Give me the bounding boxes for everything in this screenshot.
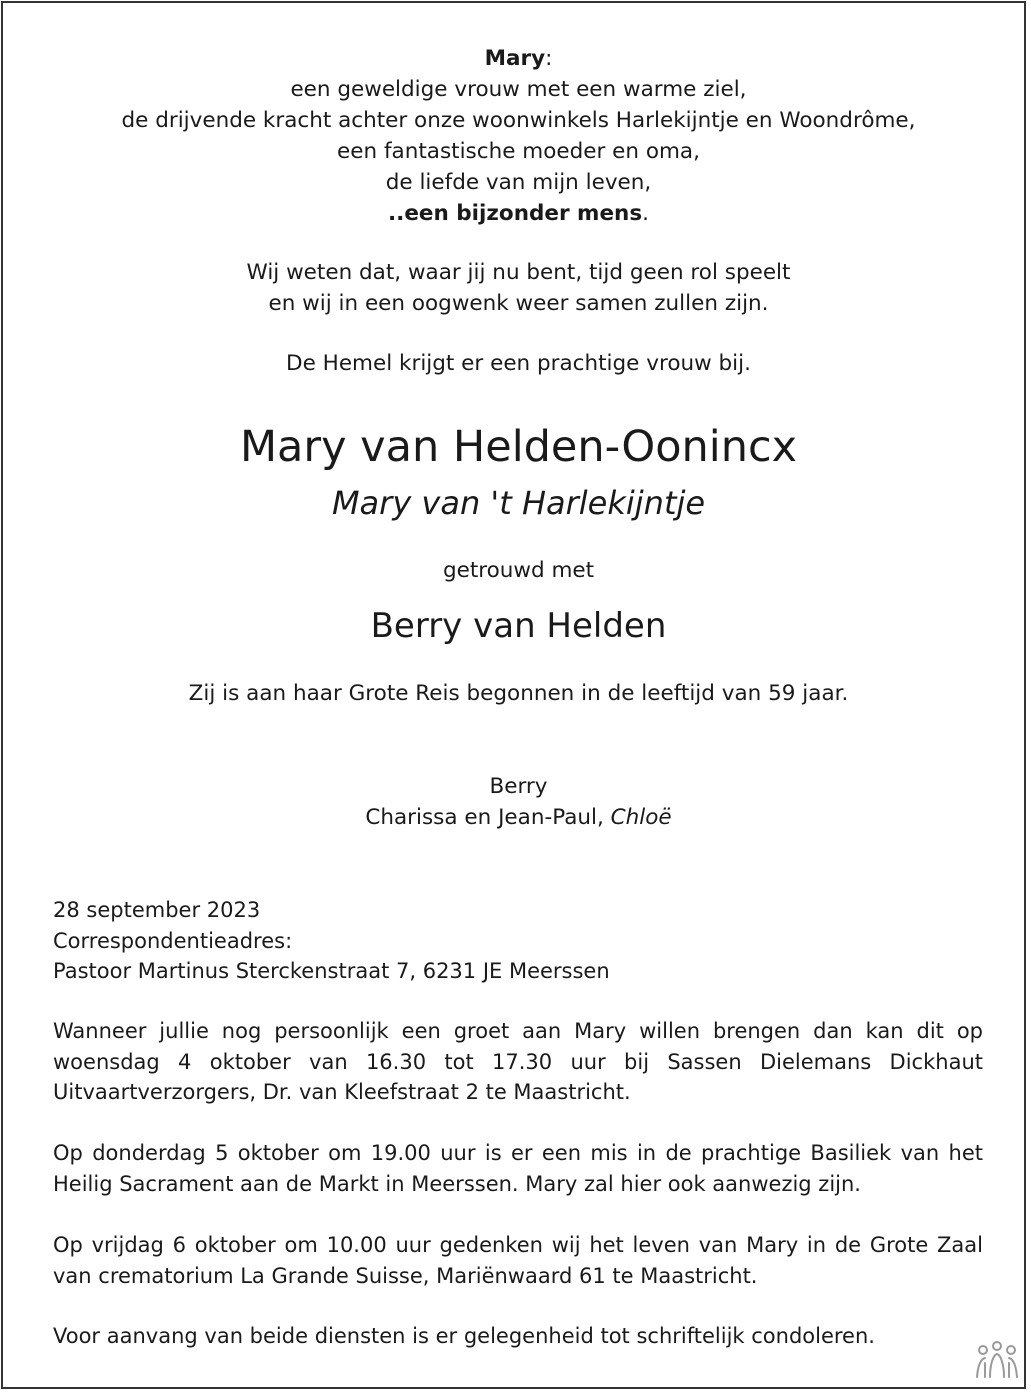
obituary-card <box>1 1 1026 1389</box>
condolence-paragraph: Voor aanvang van beide diensten is er gelegenheid tot schriftelijk condoleren. <box>53 1324 875 1348</box>
poem-name: Mary <box>484 46 546 71</box>
memorial-paragraph: Op vrijdag 6 oktober om 10.00 uur gedenken wij het leven van Mary in de Grote Zaal van crematorium La Grande Suisse, Mariënwaard 61 te Maastricht. <box>53 1233 983 1288</box>
date-line: 28 september 2023 <box>53 898 261 922</box>
heaven-line: De Hemel krijgt er een prachtige vrouw bij. <box>286 351 751 376</box>
correspondence-block <box>53 895 983 987</box>
people-group-icon <box>973 1339 1021 1383</box>
verse-line-1: Wij weten dat, waar jij nu bent, tijd geen rol speelt <box>246 260 791 285</box>
poem-line-1: Mary: <box>484 46 553 71</box>
address-street: Pastoor Martinus Sterckenstraat 7, 6231 JE Meerssen <box>53 959 610 983</box>
visit-paragraph: Wanneer jullie nog persoonlijk een groet aan Mary willen brengen dan kan dit op woensdag 4 oktober van 16.30 tot 17.30 uur bij Sassen Dielemans Dickhaut Uitvaartverzorgers, Dr. van Kleefstraat 2 te Maastricht. <box>53 1019 983 1104</box>
journey-line: Zij is aan haar Grote Reis begonnen in de leeftijd van 59 jaar. <box>188 681 849 706</box>
partner-name: Berry van Helden <box>370 606 667 646</box>
poem-line-6: ..een bijzonder mens. <box>387 201 649 226</box>
family-signatures <box>3 771 1031 833</box>
verse-line-2: en wij in een oogwenk weer samen zullen zijn. <box>268 291 769 316</box>
poem-line-5: de liefde van mijn leven, <box>385 170 652 195</box>
family-line-1: Berry <box>489 774 548 799</box>
poem-line-4: een fantastische moeder en oma, <box>337 139 700 164</box>
second-verse <box>3 257 1031 319</box>
poem-line-2: een geweldige vrouw met een warme ziel, <box>290 77 747 102</box>
poem-line-3: de drijvende kracht achter onze woonwinkels Harlekijntje en Woondrôme, <box>121 108 916 133</box>
grandchild-name: Chloë <box>610 805 672 830</box>
address-label: Correspondentieadres: <box>53 928 293 953</box>
opening-poem <box>3 43 1031 229</box>
deceased-name: Mary van Helden-Oonincx <box>239 422 798 472</box>
mass-paragraph: Op donderdag 5 oktober om 19.00 uur is er een mis in de prachtige Basiliek van het Heilig Sacrament aan de Markt in Meerssen. Mary zal hier ook aanwezig zijn. <box>53 1141 983 1196</box>
married-with-label: getrouwd met <box>442 558 595 583</box>
family-line-2: Charissa en Jean-Paul, Chloë <box>365 805 672 830</box>
deceased-nickname: Mary van 't Harlekijntje <box>331 484 706 522</box>
